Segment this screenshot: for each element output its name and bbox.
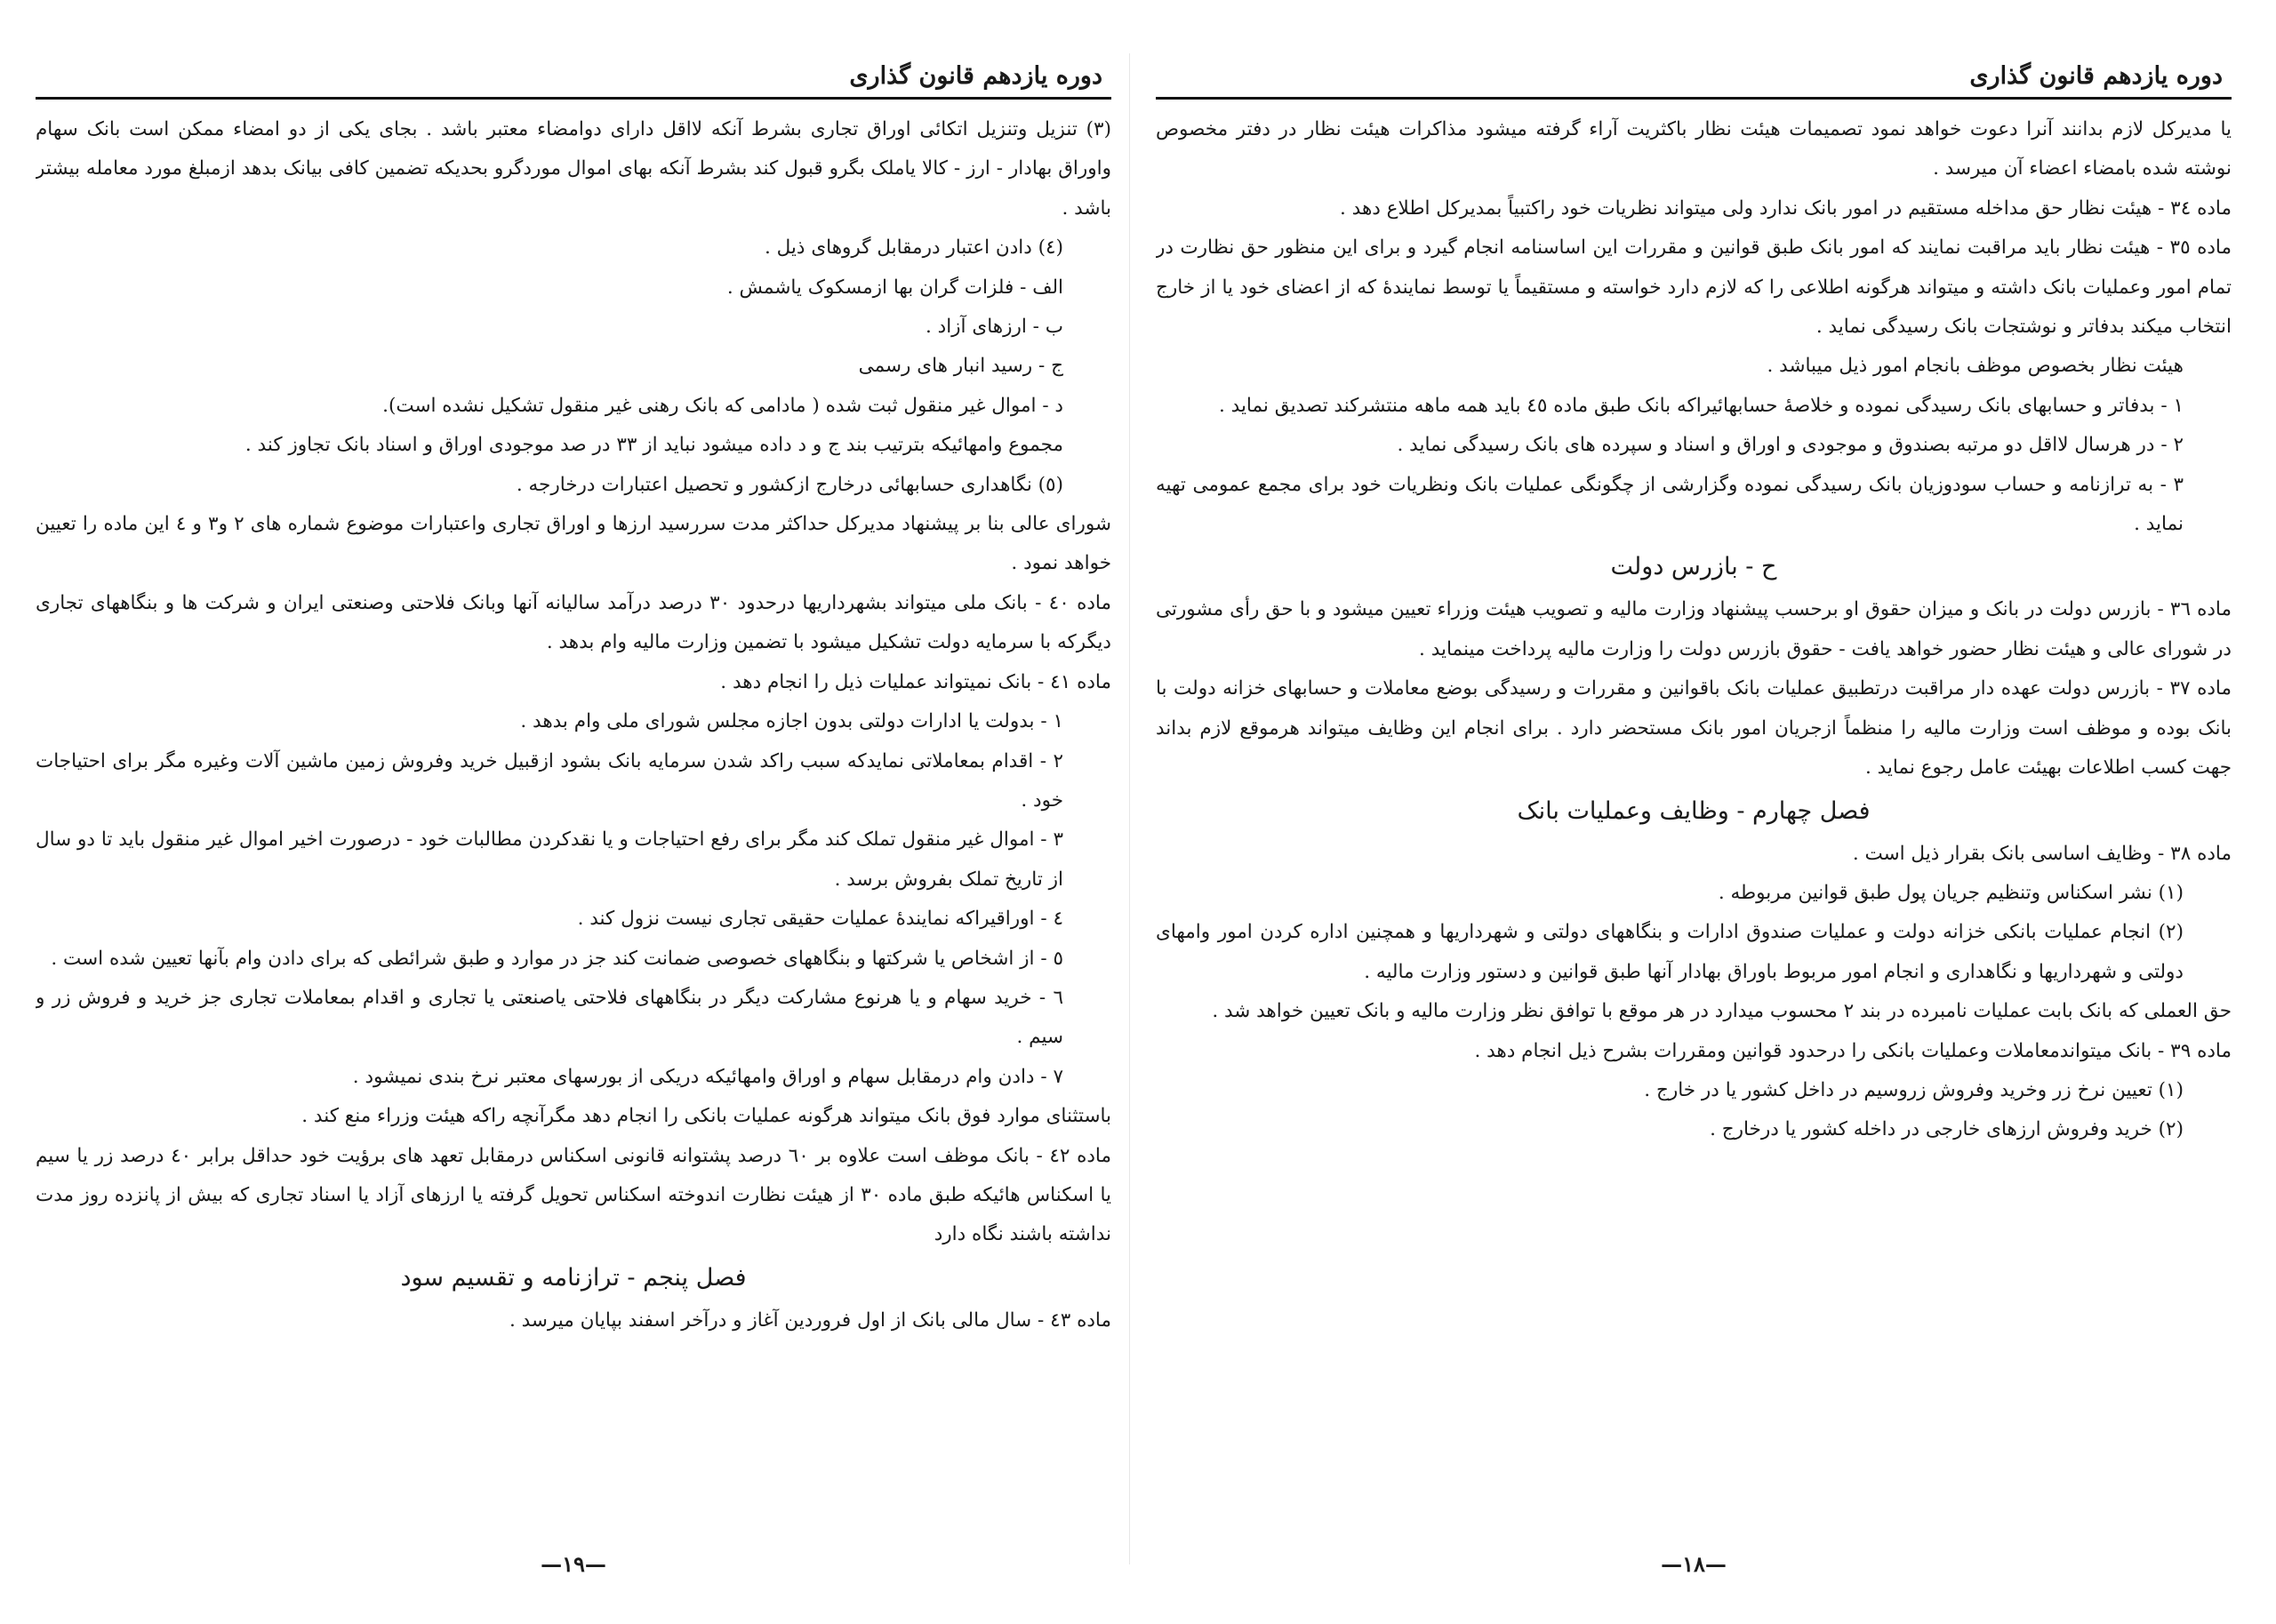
paragraph: ب - ارزهای آزاد . [925,316,1063,339]
running-head: دوره یازدهم قانون گذاری [36,53,1111,100]
paragraph: (٤) دادن اعتبار درمقابل گروهای ذیل . [764,236,1063,260]
paragraph: ۱ - بدفاتر و حسابهای بانک رسیدگی نموده و خلاصهٔ حسابهائیراکه بانک طبق ماده ٤٥ باید همه ماهه منتشرکند تصدیق نماید . [1218,394,2184,417]
paragraph: ماده ۳٥ - هیئت نظار باید مراقبت نمایند که امور بانک طبق قوانین و مقررات این اساسنامه انجام گیرد و برای این منظور حق نظارت در تمام امور وعملیات بانک داشته و میتواند هرگونه اطلاعی را که لازم دارد خواسته و مستقیماً یا توسط نمایندهٔ که از اعضای خود یا از خارج انتخاب میکند بدفاتر و نوشتجات بانک رسیدگی نماید . [1156,236,2232,339]
paragraph: (۲) انجام عملیات بانکی خزانه دولت و عملیات صندوق ادارات و بنگاههای دولتی و شهرداریها و همچنین اداره کردن امور وامهای دولتی و شهرداریها و نگاهداری و انجام امور مربوط باوراق بهادار آنها طبق قوانین و دستور وزارت مالیه . [1156,921,2184,983]
paragraph: ماده ۳٤ - هیئت نظار حق مداخله مستقیم در امور بانک ندارد ولی میتواند نظریات خود راکتبیاً بمدیرکل اطلاع دهد . [1339,196,2232,220]
page-body [36,110,1111,1516]
paragraph: ماده ٤۳ - سال مالی بانک از اول فروردین آغاز و درآخر اسفند بپایان میرسد . [509,1308,1111,1332]
paragraph: یا مدیرکل لازم بدانند آنرا دعوت خواهد نمود تصمیمات هیئت نظار باکثریت آراء گرفته میشود مذاکرات هیئت نظار در دفتر مخصوص نوشته شده بامضاء اعضاء آن میرسد . [1156,118,2232,180]
paragraph: ماده ۳۹ - بانک میتواندمعاملات وعملیات بانکی را درحدود قوانین ومقررات بشرح ذیل انجام دهد . [1474,1039,2232,1062]
paragraph: (۱) تعیین نرخ زر وخرید وفروش زروسیم در داخل کشور یا در خارج . [1644,1078,2184,1101]
paragraph: ماده ۳۷ - بازرس دولت عهده دار مراقبت درتطبیق عملیات بانک باقوانین و مقررات و رسیدگی بوضع معاملات و حسابهای خزانه دولت با بانک بوده و موظف است وزارت مالیه را منظماً ازجریان امور بانک مستحضر دارد . برای انجام این وظایف میتواند هرموقع لازم بداند جهت کسب اطلاعات بهیئت عامل رجوع نماید . [1156,677,2232,780]
paragraph: ماده ٤۱ - بانک نمیتواند عملیات ذیل را انجام دهد . [720,670,1111,693]
paragraph: الف - فلزات گران بها ازمسکوک یاشمش . [726,276,1063,299]
paragraph: ٦ - خرید سهام و یا هرنوع مشارکت دیگر در بنگاههای فلاحتی یاصنعتی یا تجاری و اقدام بمعاملات تجاری جز خرید و فروش زر و سیم . [36,986,1063,1049]
gutter [1129,53,1130,1564]
paragraph: ماده ٤۰ - بانک ملی میتواند بشهرداریها درحدود ۳۰ درصد درآمد سالیانه آنها وبانک فلاحتی وصنعتی ایران و شرکت ها و بنگاههای تجاری دیگرکه با سرمایه دولت تشکیل میشود با تضمین وزارت مالیه وام بدهد . [36,591,1111,654]
section-heading: فصل چهارم - وظایف وعملیات بانک [1517,796,1871,825]
paragraph: (۳) تنزیل وتنزیل اتکائی اوراق تجاری بشرط آنکه لااقل دارای دوامضاء معتبر باشد . بجای یکی از دو امضاء ممکن است بانک سهام واوراق بهادار - ارز - کالا یاملک بگرو قبول کند بشرط آنکه بهای اموال موردگرو بحدیکه تضمین کافی بیانک بدهد ازمبلغ مورد معامله بیشتر باشد . [36,118,1111,220]
paragraph: ٤ - اوراقیراکه نمایندهٔ عملیات حقیقی تجاری نیست نزول کند . [577,908,1063,931]
paragraph: شورای عالی بنا بر پیشنهاد مدیرکل حداکثر مدت سررسید ارزها و اوراق تجاری واعتبارات موضوع شماره های ۲ و۳ و ٤ این ماده را تعیین خواهد نمود . [36,513,1111,575]
page-number: —۱۹— [541,1551,606,1577]
section-heading: فصل پنجم - ترازنامه و تقسیم سود [400,1263,747,1292]
page-body [1156,110,2232,1516]
paragraph: (٥) نگاهداری حسابهائی درخارج ازکشور و تحصیل اعتبارات درخارجه . [516,473,1063,496]
paragraph: د - اموال غیر منقول ثبت شده ( مادامی که بانک رهنی غیر منقول تشکیل نشده است). [382,394,1063,417]
paragraph: حق العملی که بانک بابت عملیات نامبرده در بند ۲ محسوب میدارد در هر موقع با توافق نظر وزارت مالیه و بانک تعیین خواهد شد . [1212,1000,2232,1023]
paragraph: ۱ - بدولت یا ادارات دولتی بدون اجازه مجلس شورای ملی وام بدهد . [520,710,1063,733]
paragraph: ۳ - به ترازنامه و حساب سودوزیان بانک رسیدگی نموده وگزارشی از چگونگی عملیات بانک ونظریات خود برای مجمع عمومی تهیه نماید . [1156,473,2184,536]
paragraph: ٥ - از اشخاص یا شرکتها و بنگاههای خصوصی ضمانت کند جز در موارد و طبق شرائطی که برای دادن وام بآنها تعیین شده است . [51,947,1063,970]
paragraph: ماده ٤۲ - بانک موظف است علاوه بر ٦۰ درصد پشتوانه قانونی اسکناس درمقابل تعهد های برؤیت خود حداقل برابر ٤۰ درصد زر یا سیم یا اسکناس هائیکه طبق ماده ۳۰ از هیئت نظارت اندوخته اسکناس تحویل گرفته یا ارزهای آزاد یا اسناد تجاری که بیش از پانزده روز مدت نداشته باشند نگاه دارد [36,1144,1111,1246]
paragraph: مجموع وامهائیکه بترتیب بند ج و د داده میشود نباید از ۳۳ در صد موجودی اوراق و اسناد بانک تجاوز کند . [244,434,1063,457]
right-page [1156,53,2232,1582]
paragraph: (۲) خرید وفروش ارزهای خارجی در داخله کشور یا درخارج . [1710,1118,2184,1141]
left-page [36,53,1111,1582]
running-head: دوره یازدهم قانون گذاری [1156,53,2232,100]
paragraph: باستثنای موارد فوق بانک میتواند هرگونه عملیات بانکی را انجام دهد مگرآنچه راکه هیئت وزراء منع کند . [301,1105,1111,1128]
paragraph: ۲ - در هرسال لااقل دو مرتبه بصندوق و موجودی و اوراق و اسناد و سپرده های بانک رسیدگی نماید . [1397,434,2184,457]
paragraph: ماده ۳۸ - وظایف اساسی بانک بقرار ذیل است . [1852,842,2232,865]
section-heading: ح - بازرس دولت [1610,553,1777,581]
paragraph: ج - رسید انبار های رسمی [858,355,1063,378]
paragraph: (۱) نشر اسکناس وتنظیم جریان پول طبق قوانین مربوطه . [1718,881,2184,904]
paragraph: ماده ۳٦ - بازرس دولت در بانک و میزان حقوق او برحسب پیشنهاد وزارت مالیه و تصویب هیئت وزراء تعیین میشود و با حق رأی مشورتی در شورای عالی و هیئت نظار حضور خواهد یافت - حقوق بازرس دولت را وزارت مالیه پرداخت مینماید . [1156,598,2232,660]
paragraph: ۲ - اقدام بمعاملاتی نمایدکه سبب راکد شدن سرمایه بانک بشود ازقبیل خرید وفروش زمین ماشین آلات وغیره مگر برای احتیاجات خود . [36,749,1063,812]
paragraph: هیئت نظار بخصوص موظف بانجام امور ذیل میباشد . [1767,355,2184,378]
paragraph: ۳ - اموال غیر منقول تملک کند مگر برای رفع احتیاجات و یا نقدکردن مطالبات خود - درصورت اخیر اموال غیر منقول باید تا دو سال از تاریخ تملک بفروش برسد . [36,828,1063,891]
paragraph: ۷ - دادن وام درمقابل سهام و اوراق وامهائیکه دریکی از بورسهای معتبر نرخ بندی نمیشود . [352,1065,1063,1088]
page-number: —۱۸— [1661,1551,1727,1577]
